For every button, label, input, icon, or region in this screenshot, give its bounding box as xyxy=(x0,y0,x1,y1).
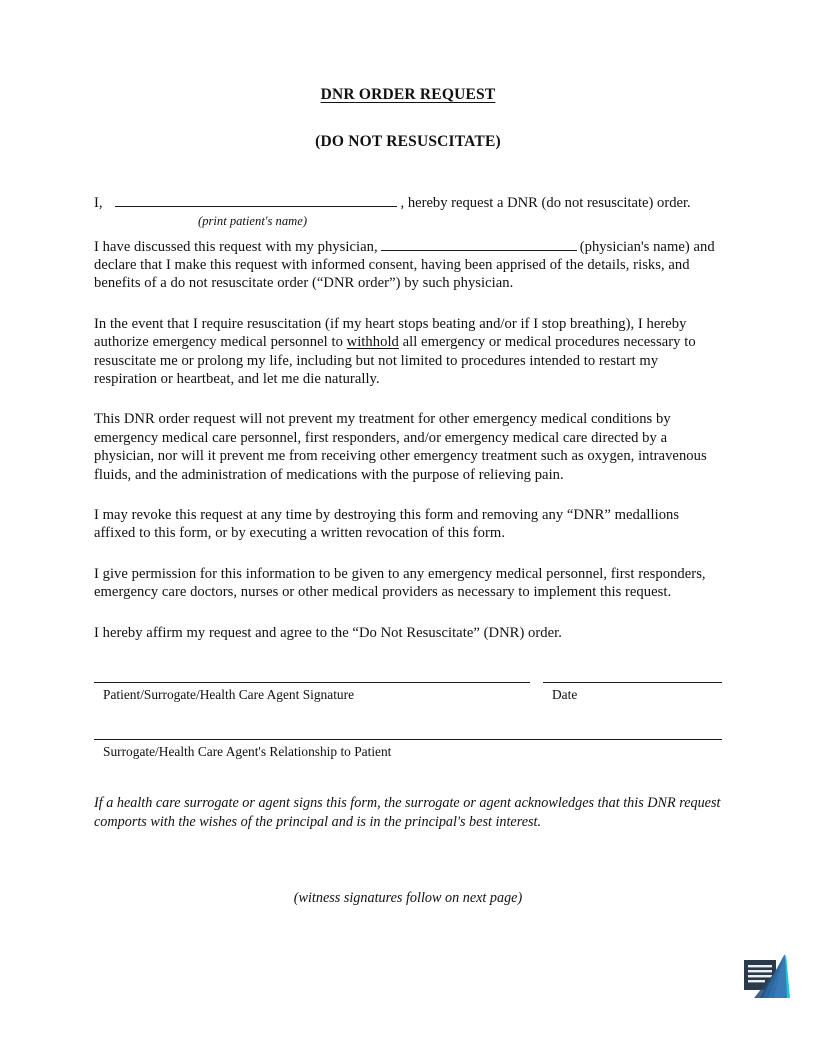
page-subtitle: (DO NOT RESUSCITATE) xyxy=(315,132,501,150)
physician-text-before: I have discussed this request with my physician, xyxy=(94,238,378,255)
footer-note: (witness signatures follow on next page) xyxy=(293,889,523,906)
date-field-group xyxy=(543,682,722,703)
patient-name-line xyxy=(94,193,722,212)
withhold-text-part-1: In the event that I require resuscitation (if my heart stops beating and/or if I stop breathing), I hereby authorize emergency medical personnel to xyxy=(94,315,687,351)
withhold-emphasis: withhold xyxy=(346,334,399,351)
signature-row-relationship xyxy=(94,739,722,760)
signature-row-primary xyxy=(94,682,722,703)
signature-label: Patient/Surrogate/Health Care Agent Signature xyxy=(103,687,355,703)
page-title-text: DNR ORDER REQUEST xyxy=(320,86,496,103)
surrogate-acknowledgement-note: If a health care surrogate or agent signs this form, the surrogate or agent acknowledges that this DNR request comports with the wishes of the principal and is in the principal's best interest. xyxy=(94,795,721,830)
paragraph-other-treatment: This DNR order request will not prevent my treatment for other emergency medical conditions by emergency medical care personnel, first responders, and/or emergency medical care directed by a physician, nor will it prevent me from receiving other emergency treatment such as oxygen, intravenous fluids, and the administration of medications with the purpose of relieving pain. xyxy=(94,411,707,483)
patient-name-caption: (print patient's name) xyxy=(198,213,308,228)
intro-lead-text: I, xyxy=(94,195,103,212)
patient-name-block xyxy=(94,193,722,227)
signature-area xyxy=(94,682,722,760)
signature-field-group xyxy=(94,682,530,703)
physician-name-field[interactable] xyxy=(381,238,577,251)
patient-name-field[interactable] xyxy=(115,193,397,207)
physician-text-after: (physician's name) and declare that I make this request with informed consent, having been apprised of the details, risks, and benefits of a do not resuscitate order (“DNR order”) by such physician. xyxy=(94,238,715,292)
paragraph-affirmation: I hereby affirm my request and agree to the “Do Not Resuscitate” (DNR) order. xyxy=(94,624,562,641)
paragraph-permission: I give permission for this information to be given to any emergency medical personnel, first responders, emergency care doctors, nurses or other medical providers as necessary to implement this request. xyxy=(94,565,706,601)
document-body xyxy=(94,86,722,921)
paragraph-revocation: I may revoke this request at any time by destroying this form and removing any “DNR” medallions affixed to this form, or by executing a written revocation of this form. xyxy=(94,507,680,542)
relationship-field-group xyxy=(94,739,722,760)
document-logo-icon xyxy=(738,946,794,1002)
paragraph-physician xyxy=(94,238,722,293)
paragraph-withhold xyxy=(94,315,722,389)
relationship-label: Surrogate/Health Care Agent's Relationship to Patient xyxy=(103,744,392,760)
withhold-text-part-2: all emergency or medical procedures necessary to resuscitate me or prolong my life, including but not limited to procedures intended to restart my respiration or heartbeat, and let me die naturally. xyxy=(94,334,696,388)
date-label: Date xyxy=(552,687,578,703)
intro-trailing-text: , hereby request a DNR (do not resuscitate) order. xyxy=(400,195,691,212)
page-title xyxy=(94,86,722,105)
